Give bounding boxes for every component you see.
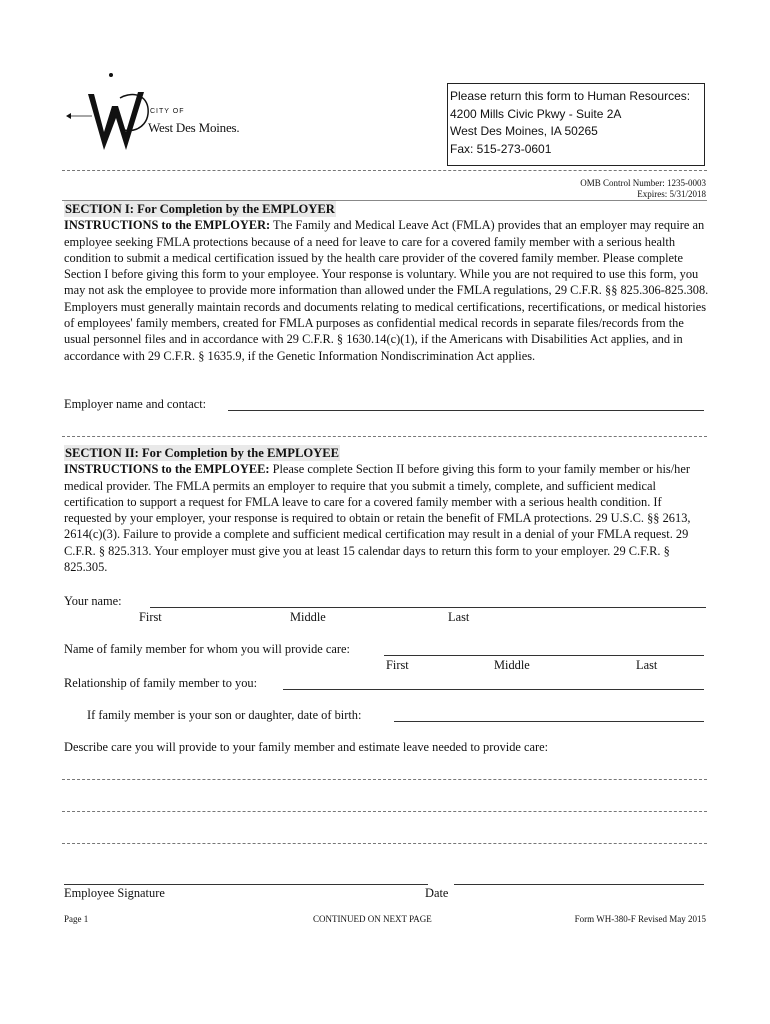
describe-care-input-2[interactable] [62, 811, 707, 812]
signature-date-input[interactable] [454, 884, 704, 885]
describe-care-input-3[interactable] [62, 843, 707, 844]
return-line: 4200 Mills Civic Pkwy - Suite 2A [450, 106, 622, 121]
section-2 [64, 445, 709, 575]
employer-name-label: Employer name and contact: [64, 397, 207, 411]
employer-contact-row [64, 397, 206, 412]
section-1-heading: SECTION I: For Completion by the EMPLOYER [65, 202, 335, 216]
dob-input[interactable] [394, 721, 704, 722]
employer-contact-input-2[interactable] [62, 436, 707, 437]
section-2-heading: SECTION II: For Completion by the EMPLOYEE [65, 446, 340, 460]
describe-care-input-1[interactable] [62, 779, 707, 780]
family-middle-label: Middle [494, 658, 530, 672]
return-line: West Des Moines, IA 50265 [450, 124, 598, 138]
name-middle-label: Middle [290, 610, 326, 624]
section-1 [64, 201, 709, 364]
header-divider [62, 170, 707, 171]
family-first-label: First [386, 658, 409, 672]
describe-care-label: Describe care you will provide to your family member and estimate leave needed to provide care: [64, 740, 549, 754]
return-line: Fax: 515-273-0601 [450, 141, 552, 156]
relationship-input[interactable] [283, 689, 704, 690]
section-1-instructions-text: The Family and Medical Leave Act (FMLA) provides that an employer may require an employee seeking FMLA protections because of a need for leave to care for a covered family member with a serious health condition to submit a medical certification issued by the health care provider of the covered family member. Please complete Section I before giving this form to your employee. Your response is voluntary. While you are not required to use this form, you may not ask the employee to provide more information than allowed under the FMLA regulations, 29 C.F.R. §§ 825.306-825.308. Employers must generally maintain records and documents relating to medical certifications, recertifications, or medical histories of employees' family members, created for FMLA purposes as confidential medical records in separate files/records from the usual personnel files and in accordance with 29 C.F.R. § 1630.14(c)(1), if the Americans with Disabilities Act applies, and in accordance with 29 C.F.R. § 1635.9, if the Genetic Information Nondiscrimination Act applies. [64, 218, 709, 363]
form-revision: Form WH-380-F Revised May 2015 [574, 914, 706, 924]
section-2-instructions-label: INSTRUCTIONS to the EMPLOYEE: [64, 462, 270, 477]
city-logo-icon [64, 70, 264, 160]
name-first-label: First [139, 610, 162, 624]
family-member-label: Name of family member for whom you will provide care: [64, 642, 350, 656]
continued-notice: CONTINUED ON NEXT PAGE [313, 914, 432, 924]
return-address-box [447, 83, 705, 166]
employee-signature-label: Employee Signature [64, 886, 165, 900]
dob-label: If family member is your son or daughter, date of birth: [87, 708, 362, 722]
omb-control-number: OMB Control Number: 1235-0003 [580, 178, 706, 188]
family-member-input[interactable] [384, 655, 704, 656]
employer-name-input[interactable] [228, 410, 704, 411]
relationship-label: Relationship of family member to you: [64, 676, 258, 690]
your-name-label: Your name: [64, 594, 122, 608]
section-2-instructions-text: Please complete Section II before giving this form to your family member or his/her medical provider. The FMLA permits an employer to require that you submit a timely, complete, and sufficient medical certification to support a request for FMLA leave to care for a covered family member with a serious health condition. If requested by your employer, your response is required to obtain or retain the benefit of FMLA protections. 29 U.S.C. §§ 2613, 2614(c)(3). Failure to provide a complete and sufficient medical certification may result in a denial of your FMLA request. 29 C.F.R. § 825.313. Your employer must give you at least 15 calendar days to return this form to your employer. 29 C.F.R. § 825.305. [64, 462, 691, 575]
return-line: Please return this form to Human Resources: [450, 89, 691, 103]
name-last-label: Last [448, 610, 470, 624]
employee-signature-input[interactable] [64, 884, 428, 885]
omb-expires: Expires: 5/31/2018 [637, 189, 706, 199]
logo-city-name: West Des Moines. [148, 120, 240, 135]
section-1-instructions-label: INSTRUCTIONS to the EMPLOYER: [64, 218, 271, 233]
logo-small-text: CITY OF [150, 108, 185, 115]
page-number: Page 1 [64, 914, 89, 924]
your-name-input[interactable] [150, 607, 706, 608]
family-last-label: Last [636, 658, 658, 672]
date-label: Date [425, 886, 449, 900]
omb-block [580, 178, 706, 200]
